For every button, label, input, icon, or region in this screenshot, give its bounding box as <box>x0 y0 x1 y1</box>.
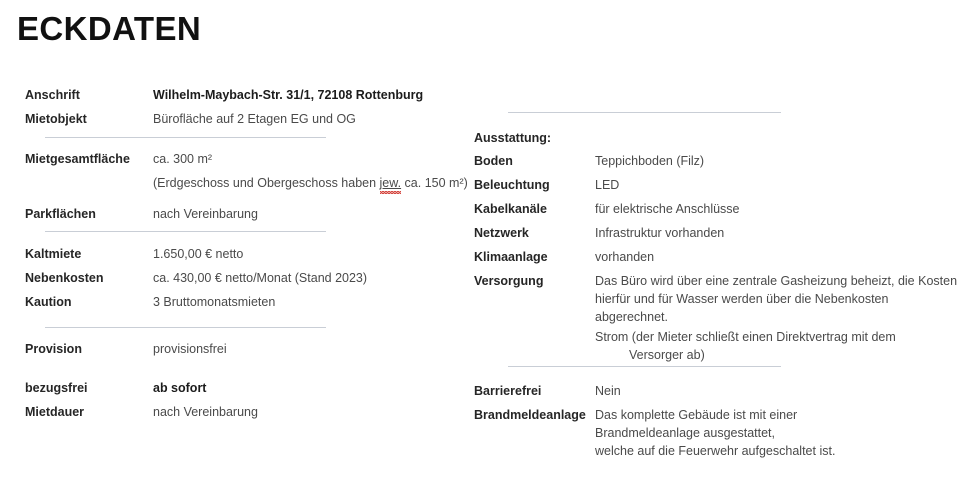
label-kaution: Kaution <box>25 295 72 309</box>
value-versorgung-strom <box>595 328 960 364</box>
row-nebenkosten <box>0 269 470 287</box>
value-nebenkosten: ca. 430,00 € netto/Monat (Stand 2023) <box>153 271 368 285</box>
divider-left-1 <box>45 137 326 138</box>
value-barrierefrei: Nein <box>595 384 621 398</box>
right-column <box>460 0 960 491</box>
row-boden <box>460 152 960 170</box>
value-kaltmiete: 1.650,00 € netto <box>153 247 244 261</box>
versorgung-line-1: Das Büro wird über eine zentrale Gasheizung beheizt, die Kosten <box>595 274 958 288</box>
value-beleuchtung: LED <box>595 178 620 192</box>
strom-line-2: Versorger ab) <box>629 348 705 362</box>
brandmelde-line-2: Brandmeldeanlage ausgestattet, <box>595 426 775 440</box>
value-bezugsfrei: ab sofort <box>153 381 207 395</box>
value-mietdauer: nach Vereinbarung <box>153 405 258 419</box>
value-netzwerk: Infrastruktur vorhanden <box>595 226 725 240</box>
value-parkflaechen: nach Vereinbarung <box>153 207 258 221</box>
row-provision <box>0 340 470 358</box>
brandmelde-line-1: Das komplette Gebäude ist mit einer <box>595 408 798 422</box>
label-kabelkanaele: Kabelkanäle <box>474 202 547 216</box>
row-ausstattung-heading <box>460 129 960 147</box>
label-brandmeldeanlage: Brandmeldeanlage <box>474 408 586 422</box>
row-barrierefrei <box>460 382 960 400</box>
label-beleuchtung: Beleuchtung <box>474 178 550 192</box>
row-kabelkanaele <box>460 200 960 218</box>
value-versorgung <box>595 272 960 326</box>
strom-line-1: Strom (der Mieter schließt einen Direktvertrag mit dem <box>595 330 896 344</box>
row-beleuchtung <box>460 176 960 194</box>
divider-right-1 <box>508 112 781 113</box>
label-parkflaechen: Parkflächen <box>25 207 96 221</box>
divider-left-3 <box>45 327 326 328</box>
label-klimaanlage: Klimaanlage <box>474 250 548 264</box>
value-klimaanlage: vorhanden <box>595 250 655 264</box>
value-kaution: 3 Bruttomonatsmieten <box>153 295 276 309</box>
note-pre: (Erdgeschoss und Obergeschoss haben <box>153 176 380 190</box>
value-brandmeldeanlage <box>595 406 960 460</box>
label-anschrift: Anschrift <box>25 88 80 102</box>
row-mietobjekt <box>0 110 470 128</box>
spellcheck-word: jew. <box>379 176 402 190</box>
row-versorgung-strom <box>460 328 960 364</box>
brandmelde-line-3: welche auf die Feuerwehr aufgeschaltet ist. <box>595 444 836 458</box>
value-mietgesamtflaeche: ca. 300 m² <box>153 152 213 166</box>
row-klimaanlage <box>460 248 960 266</box>
label-bezugsfrei: bezugsfrei <box>25 381 88 395</box>
label-mietobjekt: Mietobjekt <box>25 112 87 126</box>
left-column <box>0 0 470 491</box>
label-mietgesamtflaeche: Mietgesamtfläche <box>25 152 130 166</box>
versorgung-line-2: hierfür und für Wasser werden über die Nebenkosten <box>595 292 889 306</box>
note-post: ca. 150 m²) <box>401 176 468 190</box>
label-boden: Boden <box>474 154 513 168</box>
value-mietgesamtflaeche-note <box>153 174 470 192</box>
row-anschrift <box>0 86 470 104</box>
row-brandmeldeanlage <box>460 406 960 460</box>
divider-right-2 <box>508 366 781 367</box>
row-mietgesamtflaeche-note <box>0 174 470 192</box>
row-parkflaechen <box>0 205 470 223</box>
row-versorgung <box>460 272 960 326</box>
label-barrierefrei: Barrierefrei <box>474 384 542 398</box>
value-anschrift: Wilhelm-Maybach-Str. 31/1, 72108 Rottenburg <box>153 88 424 102</box>
row-bezugsfrei <box>0 379 470 397</box>
versorgung-line-3: abgerechnet. <box>595 310 668 324</box>
label-nebenkosten: Nebenkosten <box>25 271 104 285</box>
row-kaltmiete <box>0 245 470 263</box>
value-provision: provisionsfrei <box>153 342 227 356</box>
row-kaution <box>0 293 470 311</box>
page-title: ECKDATEN <box>17 10 202 47</box>
value-mietobjekt: Bürofläche auf 2 Etagen EG und OG <box>153 112 356 126</box>
divider-left-2 <box>45 231 326 232</box>
value-boden: Teppichboden (Filz) <box>595 154 705 168</box>
row-mietdauer <box>0 403 470 421</box>
row-mietgesamtflaeche <box>0 150 470 168</box>
label-mietdauer: Mietdauer <box>25 405 85 419</box>
value-kabelkanaele: für elektrische Anschlüsse <box>595 202 740 216</box>
label-ausstattung: Ausstattung: <box>474 131 552 145</box>
label-netzwerk: Netzwerk <box>474 226 529 240</box>
label-versorgung: Versorgung <box>474 274 544 288</box>
row-netzwerk <box>460 224 960 242</box>
label-kaltmiete: Kaltmiete <box>25 247 82 261</box>
label-provision: Provision <box>25 342 82 356</box>
